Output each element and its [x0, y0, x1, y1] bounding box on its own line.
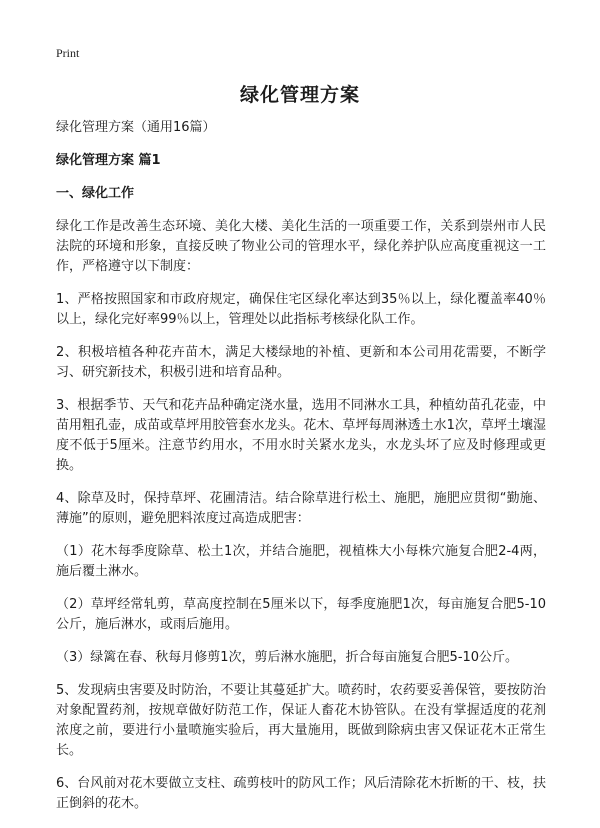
paragraph-item-2: 2、积极培植各种花卉苗木，满足大楼绿地的补植、更新和本公司用花需要，不断学习、研究新技术，积极引进和培育品种。: [56, 345, 546, 380]
paragraph-item-1: 1、严格按照国家和市政府规定，确保住宅区绿化率达到35％以上，绿化覆盖率40％以上，绿化完好率99％以上，管理处以此指标考核绿化队工作。: [56, 292, 546, 327]
document-subtitle: 绿化管理方案（通用16篇）: [56, 120, 216, 135]
paragraph-intro: 绿化工作是改善生态环境、美化大楼、美化生活的一项重要工作，关系到崇州市人民法院的环境和形象，直接反映了物业公司的管理水平，绿化养护队应高度重视这一工作，严格遵守以下制度：: [56, 219, 546, 274]
paragraph-item-4: 4、除草及时，保持草坪、花圃清洁。结合除草进行松土、施肥，施肥应贯彻“勤施、薄施”的原则，避免肥料浓度过高造成肥害：: [56, 491, 546, 526]
print-link[interactable]: Print: [56, 46, 80, 60]
page-title: 绿化管理方案: [239, 84, 360, 106]
paragraph-item-6: 6、台风前对花木要做立支柱、疏剪枝叶的防风工作；风后清除花木折断的干、枝，扶正倒斜的花木。: [56, 776, 546, 811]
paragraph-item-5: 5、发现病虫害要及时防治，不要让其蔓延扩大。喷药时，农药要妥善保管，要按防治对象配置药剂，按规章做好防范工作，保证人畜花木协管队。在没有掌握适度的花剂浓度之前，要进行小量喷施实验后，再大量施用，既做到除病虫害又保证花木正常生长。: [56, 683, 546, 758]
paragraph-subitem-1: （1）花木每季度除草、松土1次，并结合施肥，视植株大小每株穴施复合肥2-4两，施后覆土淋水。: [56, 544, 546, 579]
paragraph-subitem-3: （3）绿篱在春、秋每月修剪1次，剪后淋水施肥，折合每亩施复合肥5-10公斤。: [56, 650, 519, 665]
document-body: [56, 118, 546, 827]
paragraph-item-3: 3、根据季节、天气和花卉品种确定浇水量，选用不同淋水工具，种植幼苗孔花壶，中苗用粗孔壶，成苗或草坪用胶管套水龙头。花木、草坪每周淋透土水1次，草坪土壤湿度不低于5厘米。注意节约用水，不用水时关紧水龙头，水龙头坏了应及时修理或更换。: [56, 398, 546, 473]
paragraph-subitem-2: （2）草坪经常轧剪，草高度控制在5厘米以下，每季度施肥1次，每亩施复合肥5-10公斤，施后淋水，或雨后施用。: [56, 597, 546, 632]
chapter-heading: 绿化管理方案 篇1: [56, 153, 161, 168]
section-heading: 一、绿化工作: [56, 186, 135, 201]
